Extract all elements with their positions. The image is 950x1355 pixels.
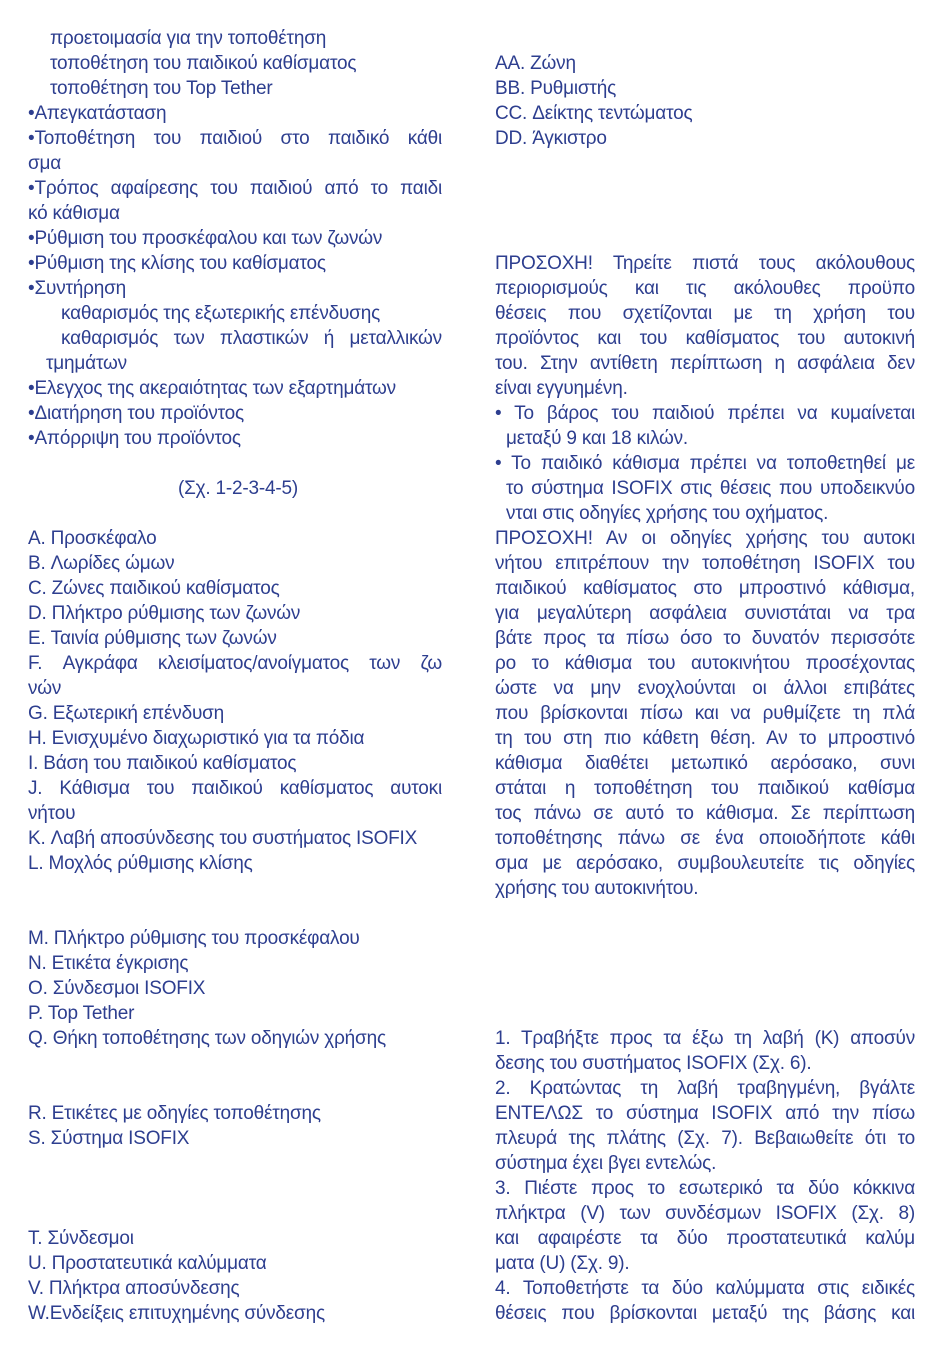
part-label: R. Ετικέτες με οδηγίες τοποθέτησης <box>28 1103 321 1124</box>
part-label: F. Αγκράφα κλεισίματος/ανοίγματος των ζω <box>28 653 442 674</box>
warning-line: ΠΡΟΣΟΧΗ! Τηρείτε πιστά τους ακόλουθους <box>495 253 915 274</box>
warning-line: περιορισμούς και τις ακόλουθες προϋπο <box>495 278 915 299</box>
toc-line: τμημάτων <box>46 353 127 374</box>
component-label: AA. Ζώνη <box>495 53 576 74</box>
part-label: νήτου <box>28 803 76 824</box>
part-label: H. Ενισχυμένο διαχωριστικό για τα πόδια <box>28 728 365 749</box>
part-label: Q. Θήκη τοποθέτησης των οδηγιών χρήσης <box>28 1028 386 1049</box>
part-label: A. Προσκέφαλο <box>28 528 157 549</box>
component-label: CC. Δείκτης τεντώματος <box>495 103 693 124</box>
warning-line: τοποθέτησης πάνω σε ένα οποιοδήποτε κάθι <box>495 828 915 849</box>
step-line: θέσεις που βρίσκονται μεταξύ της βάσης και <box>495 1303 915 1324</box>
toc-line: σμα <box>28 153 62 174</box>
part-label: W.Ενδείξεις επιτυχημένης σύνδεσης <box>28 1303 325 1324</box>
warning-line: παιδικού καθίσματος στο μπροστινό κάθισμα, <box>495 578 915 599</box>
warning-line: τη του στη πιο κάθετη θέση. Αν το μπροστινό <box>495 728 915 749</box>
part-label: V. Πλήκτρα αποσύνδεσης <box>28 1278 240 1299</box>
step-line: ΕΝΤΕΛΩΣ το σύστημα ISOFIX από την πίσω <box>495 1103 915 1124</box>
part-label: T. Σύνδεσμοι <box>28 1228 134 1249</box>
warning-line: το σύστημα ISOFIX στις θέσεις που υποδεικνύο <box>506 478 915 499</box>
warning-line: είναι εγγυημένη. <box>495 378 628 399</box>
step-line: 4. Τοποθετήστε τα δύο καλύμματα στις ειδικές <box>495 1278 915 1299</box>
toc-line: •Ρύθμιση της κλίσης του καθίσματος <box>28 253 326 274</box>
warning-line: νήτου επιτρέπουν την τοποθέτηση ISOFIX του <box>495 553 915 574</box>
warning-line: σμα με αερόσακο, συμβουλευτείτε τις οδηγίες <box>495 853 915 874</box>
step-line: σύστημα έχει βγει εντελώς. <box>495 1153 717 1174</box>
part-label: νών <box>28 678 62 699</box>
toc-line: προετοιμασία για την τοποθέτηση <box>50 28 327 49</box>
warning-line: ώστε να μην ενοχλούνται οι άλλοι επιβάτες <box>495 678 915 699</box>
warning-line: προϊόντος και του καθίσματος του αυτοκινή <box>495 328 915 349</box>
part-label: U. Προστατευτικά καλύμματα <box>28 1253 267 1274</box>
toc-line: •Απόρριψη του προϊόντος <box>28 428 241 449</box>
part-label: C. Ζώνες παιδικού καθίσματος <box>28 578 280 599</box>
toc-line: •Τρόπος αφαίρεσης του παιδιού από το παιδι <box>28 178 442 199</box>
toc-line: •Ελεγχος της ακεραιότητας των εξαρτημάτων <box>28 378 396 399</box>
warning-line: χρήσης του αυτοκινήτου. <box>495 878 699 899</box>
warning-line: μεταξύ 9 και 18 κιλών. <box>506 428 688 449</box>
toc-line: κό κάθισμα <box>28 203 120 224</box>
part-label: O. Σύνδεσμοι ISOFIX <box>28 978 206 999</box>
part-label: G. Εξωτερική επένδυση <box>28 703 225 724</box>
part-label: I. Βάση του παιδικού καθίσματος <box>28 753 297 774</box>
step-line: πλευρά της πλάτης (Σχ. 7). Βεβαιωθείτε ότι το <box>495 1128 915 1149</box>
toc-line: •Διατήρηση του προϊόντος <box>28 403 244 424</box>
part-label: D. Πλήκτρο ρύθμισης των ζωνών <box>28 603 301 624</box>
part-label: N. Ετικέτα έγκρισης <box>28 953 189 974</box>
warning-line: για μεγαλύτερη ασφάλεια συνιστάται να τρα <box>495 603 915 624</box>
warning-line: που βρίσκονται πίσω και να ρυθμίζετε τη πλά <box>495 703 915 724</box>
step-line: 2. Κρατώντας τη λαβή τραβηγμένη, βγάλτε <box>495 1078 915 1099</box>
step-line: ματα (U) (Σχ. 9). <box>495 1253 630 1274</box>
part-label: S. Σύστημα ISOFIX <box>28 1128 190 1149</box>
step-line: δεσης του συστήματος ISOFIX (Σχ. 6). <box>495 1053 812 1074</box>
step-line: πλήκτρα (V) των συνδέσμων ISOFIX (Σχ. 8) <box>495 1203 915 1224</box>
warning-line: ρο το κάθισμα του αυτοκινήτου προσέχοντας <box>495 653 915 674</box>
component-label: BB. Ρυθμιστής <box>495 78 617 99</box>
warning-line: κάθισμα διαθέτει μετωπικό αερόσακο, συνι <box>495 753 915 774</box>
toc-line: •Συντήρηση <box>28 278 127 299</box>
step-line: 3. Πιέστε προς το εσωτερικό τα δύο κόκκινα <box>495 1178 915 1199</box>
figure-reference: (Σχ. 1-2-3-4-5) <box>177 478 299 499</box>
part-label: J. Κάθισμα του παιδικού καθίσματος αυτοκι <box>28 778 442 799</box>
toc-line: •Ρύθμιση του προσκέφαλου και των ζωνών <box>28 228 383 249</box>
warning-line: στάται η τοποθέτηση του παιδικού καθίσμα <box>495 778 915 799</box>
toc-line: καθαρισμός της εξωτερικής επένδυσης <box>61 303 381 324</box>
toc-line: καθαρισμός των πλαστικών ή μεταλλικών <box>61 328 442 349</box>
part-label: B. Λωρίδες ώμων <box>28 553 175 574</box>
step-line: 1. Τραβήξτε προς τα έξω τη λαβή (K) αποσύν <box>495 1028 915 1049</box>
part-label: K. Λαβή αποσύνδεσης του συστήματος ISOFIX <box>28 828 418 849</box>
warning-line: ΠΡΟΣΟΧΗ! Αν οι οδηγίες χρήσης του αυτοκι <box>495 528 915 549</box>
step-line: και αφαιρέστε τα δύο προστατευτικά καλύμ <box>495 1228 915 1249</box>
toc-line: τοποθέτηση του Top Tether <box>50 78 273 99</box>
part-label: L. Μοχλός ρύθμισης κλίσης <box>28 853 253 874</box>
part-label: P. Top Tether <box>28 1003 135 1024</box>
part-label: M. Πλήκτρο ρύθμισης του προσκέφαλου <box>28 928 360 949</box>
warning-line: τος πάνω σε αυτό το κάθισμα. Σε περίπτωση <box>495 803 915 824</box>
warning-line: βάτε προς τα πίσω όσο το δυνατόν περισσότε <box>495 628 915 649</box>
toc-line: τοποθέτηση του παιδικού καθίσματος <box>50 53 357 74</box>
warning-line: θέσεις που σχετίζονται με τη χρήση του <box>495 303 915 324</box>
toc-line: •Απεγκατάσταση <box>28 103 167 124</box>
warning-line: του. Στην αντίθετη περίπτωση η ασφάλεια δεν <box>495 353 915 374</box>
part-label: E. Ταινία ρύθμισης των ζωνών <box>28 628 277 649</box>
toc-line: •Τοποθέτηση του παιδιού στο παιδικό κάθι <box>28 128 442 149</box>
component-label: DD. Άγκιστρο <box>495 128 607 149</box>
warning-line: • Το παιδικό κάθισμα πρέπει να τοποθετηθεί με <box>495 453 915 474</box>
warning-line: νται στις οδηγίες χρήσης του οχήματος. <box>506 503 829 524</box>
warning-line: • Το βάρος του παιδιού πρέπει να κυμαίνεται <box>495 403 915 424</box>
